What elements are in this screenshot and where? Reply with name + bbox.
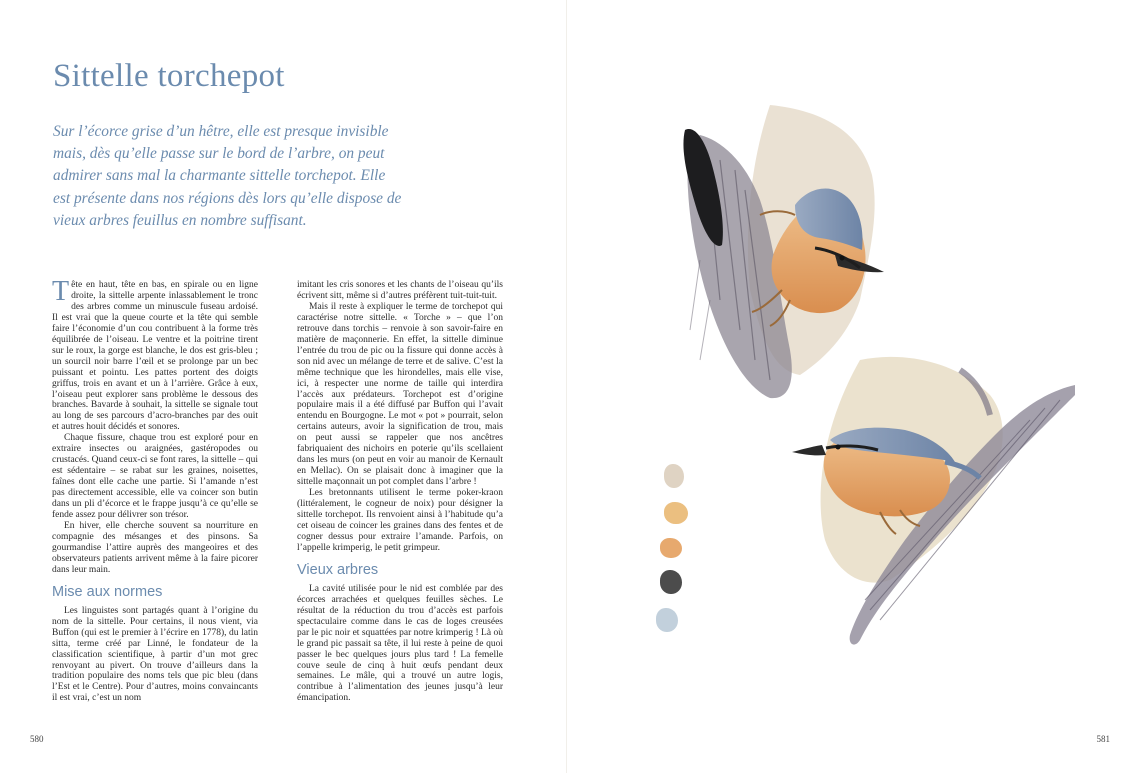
- section-heading: Mise aux normes: [52, 583, 163, 600]
- paint-swatch: [660, 570, 682, 594]
- drop-cap: T: [52, 276, 70, 307]
- paint-swatch: [656, 608, 678, 632]
- page-title: Sittelle torchepot: [53, 58, 285, 94]
- page-number: 580: [30, 734, 44, 744]
- body-paragraph: imitant les cris sonores et les chants de l’oiseau qu’ils écrivent sitt, même si d’autres préfèrent tuit-tuit-tuit.: [297, 280, 503, 301]
- paragraph-text: ête en haut, tête en bas, en spirale ou en ligne droite, la sittelle arpente inlassablement le tronc des arbres comme un minuscule fuseau ardoisé. Il est vrai que la queue courte et la tête qui semble faire l’économie d’un cou contribuent à la forme très équilibrée de l’oiseau. Le ventre et la poitrine tirent sur le roux, la gorge est blanche, le dos est gris-bleu ; un sourcil noir barre l’œil et se prolonge par un bec puissant et pointu. Les pattes portent des doigts griffus, trois en avant et un à l’arrière. Grâce à eux, l’oiseau peut explorer sans problème le dessous des branches. Bavarde à souhait, la sittelle se signale tout au long de ses parcours d’acro-branches par des ouit et autres houit décidés et sonores.: [52, 280, 258, 433]
- body-paragraph: La cavité utilisée pour le nid est comblée par des écorces arrachées et quelques feuilles sèches. Le résultat de la réduction du trou d’accès est parfois spectaculaire comme dans le cas de loges creusées par le pic noir et squattées par notre krimperig ! Là où le grand pic passait sa tête, il lui reste à peine de quoi passer le bec quelques jours plus tard ! La femelle couve seule de cinq à huit œufs pendant deux semaines. Le mâle, qui a trouvé un autre logis, contribue à l’alimentation des jeunes jusqu’à leur émancipation.: [297, 583, 503, 704]
- paint-swatch: [664, 502, 688, 524]
- paint-swatch: [660, 538, 682, 558]
- body-paragraph: Les bretonnants utilisent le terme poker-kraon (littéralement, le cogneur de noix) pour désigner la sittelle torchepot. Ils renvoient ainsi à l’habitude qu’a cet oiseau de coincer les graines dans des fentes et de cogner dessus pour extraire l’amande. Parfois, on l’appelle krimperig, le petit grimpeur.: [297, 488, 503, 553]
- page-number: 581: [1096, 734, 1110, 744]
- paint-swatch: [664, 464, 684, 488]
- intro-paragraph: Sur l’écorce grise d’un hêtre, elle est presque invisible mais, dès qu’elle passe sur le bord de l’arbre, on peut admirer sans mal la charmante sittelle torchepot. Elle est présente dans nos régions dès lors qu’elle dispose de vieux arbres feuillus en nombre suffisant.: [53, 123, 402, 229]
- body-paragraph: Chaque fissure, chaque trou est exploré pour en extraire insectes ou araignées, gastéropodes ou crustacés. Quand ceux-ci se font rares, la sittelle – qui est sédentaire – se rabat sur les graines, noisettes, faînes dont elle cache une partie. Si l’amande n’est pas directement accessible, elle va coincer son butin dans un pli d’écorce et le frappe jusqu’à ce qu’elle se fende assez pour délivrer son trésor.: [52, 433, 258, 521]
- body-paragraph: En hiver, elle cherche souvent sa nourriture en compagnie des mésanges et des pinsons. Sa gourmandise l’attire auprès des mangeoires et des observateurs patients arrivent même à la faire picorer dans leur main.: [52, 520, 258, 575]
- body-paragraph: Les linguistes sont partagés quant à l’origine du nom de la sittelle. Pour certains, il nous vient, via Buffon (qui est le premier à l’écrire en 1778), du latin sitta, terme créé par Linné, le fondateur de la classification scientifique, à partir d’un mot grec renvoyant au pivert. On trouve d’ailleurs dans la tradition populaire des noms tels que pic bleu (dans l’Est et le Centre). Pour d’autres, moins convaincants il est vrai, c’est un nom: [52, 605, 258, 704]
- section-heading: Vieux arbres: [297, 561, 379, 578]
- body-paragraph: Mais il reste à expliquer le terme de torchepot qui caractérise notre sittelle. « Torche » – que l’on retrouve dans torchis – renvoie à son savoir-faire en matière de maçonnerie. En effet, la sittelle diminue l’entrée du trou de pic ou la fissure qui donne accès à son nid avec un mélange de terre et de salive. C’est la même technique que les hirondelles, mais elle vise, ici, à respecter une norme de taille qui interdira l’accès aux prédateurs. Torchepot est d’origine populaire mais il a été diffusé par Buffon qui l’avait entendu en Bourgogne. Le mot « pot » pourrait, selon certains auteurs, avoir la signification de trou, mais on peut aussi se rappeler que nos ancêtres fabriquaient des nichoirs en poterie qu’ils scellaient dans les murs (on peut en voir au manoir de Kernault en Mellac). On se plaisait donc à imaginer que la sittelle maçonnait un pot complet dans l’arbre !: [297, 301, 503, 488]
